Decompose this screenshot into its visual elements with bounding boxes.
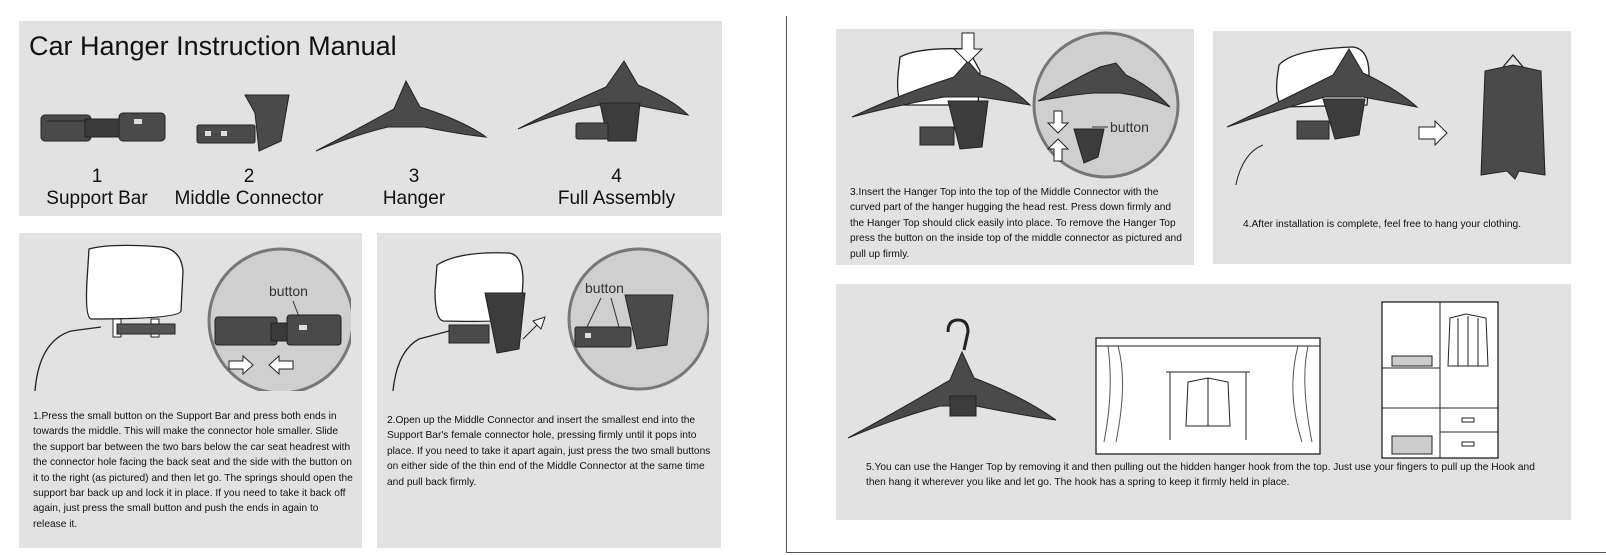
part-support-bar bbox=[39, 166, 155, 210]
page-title: Car Hanger Instruction Manual bbox=[29, 31, 397, 61]
step3-panel bbox=[836, 29, 1194, 265]
part-label: Middle Connector bbox=[174, 188, 324, 209]
step3-illustration bbox=[848, 31, 1188, 181]
part-hanger bbox=[364, 166, 464, 210]
part-middle-connector bbox=[169, 166, 329, 210]
part-label: Support Bar bbox=[46, 188, 148, 209]
support-bar-illustration bbox=[39, 105, 169, 155]
step2-panel bbox=[377, 233, 721, 548]
step1-text: 1.Press the small button on the Support Bar and press both ends in towards the middle. This will make the connector hole smaller. Slide the support bar between the two bars below the car seat headrest with the connector hole facing the back seat and the side with the button on it to the right (as pictured) and then let go. The springs should open the support bar back up and lock it in place. If you need to take it back off again, just press the small button and push the ends in again to release it. bbox=[33, 411, 353, 530]
step1-panel bbox=[19, 233, 362, 548]
part-full-assembly bbox=[549, 166, 684, 210]
step1-button-callout: button bbox=[269, 283, 308, 299]
step1-illustration bbox=[31, 241, 351, 391]
step3-button-callout: button bbox=[1110, 119, 1149, 135]
middle-connector-illustration bbox=[195, 93, 295, 153]
part-number: 1 bbox=[91, 166, 103, 187]
hanger-illustration bbox=[314, 79, 489, 159]
step2-illustration bbox=[389, 241, 709, 391]
step4-illustration bbox=[1223, 35, 1563, 185]
step4-panel bbox=[1213, 31, 1571, 264]
step2-button-callout: button bbox=[585, 280, 624, 296]
step5-illustration bbox=[846, 292, 1546, 467]
full-assembly-illustration bbox=[516, 59, 691, 149]
step4-text: 4.After installation is complete, feel free to hang your clothing. bbox=[1243, 219, 1522, 230]
page-divider bbox=[786, 16, 787, 552]
part-number: 2 bbox=[243, 166, 255, 187]
parts-panel bbox=[19, 21, 722, 216]
part-number: 4 bbox=[611, 166, 622, 187]
part-number: 3 bbox=[408, 166, 420, 187]
step5-panel bbox=[836, 284, 1571, 520]
part-label: Full Assembly bbox=[557, 188, 676, 209]
step3-text: 3.Insert the Hanger Top into the top of the Middle Connector with the curved part of the hanger hugging the head rest. Press down firmly and the Hanger Top should click easily into place. To remove the Hanger Top press the button on the inside top of the middle connector as pictured and pull up firmly. bbox=[850, 187, 1182, 260]
step5-text: 5.You can use the Hanger Top by removing it and then pulling out the hidden hanger hook from the top. Just use your fingers to pull up the Hook and then hang it wherever you like and let go. The hook has a spring to keep it firmly held in place. bbox=[866, 462, 1535, 489]
page-bottom-rule bbox=[786, 552, 1606, 553]
step2-text: 2.Open up the Middle Connector and insert the smallest end into the Support Bar's female connector hole, pressing firmly until it pops into place. If you need to take it apart again, just press the two small buttons on either side of the thin end of the Middle Connector at the same time and pull back firmly. bbox=[387, 415, 711, 488]
part-label: Hanger bbox=[382, 188, 446, 209]
